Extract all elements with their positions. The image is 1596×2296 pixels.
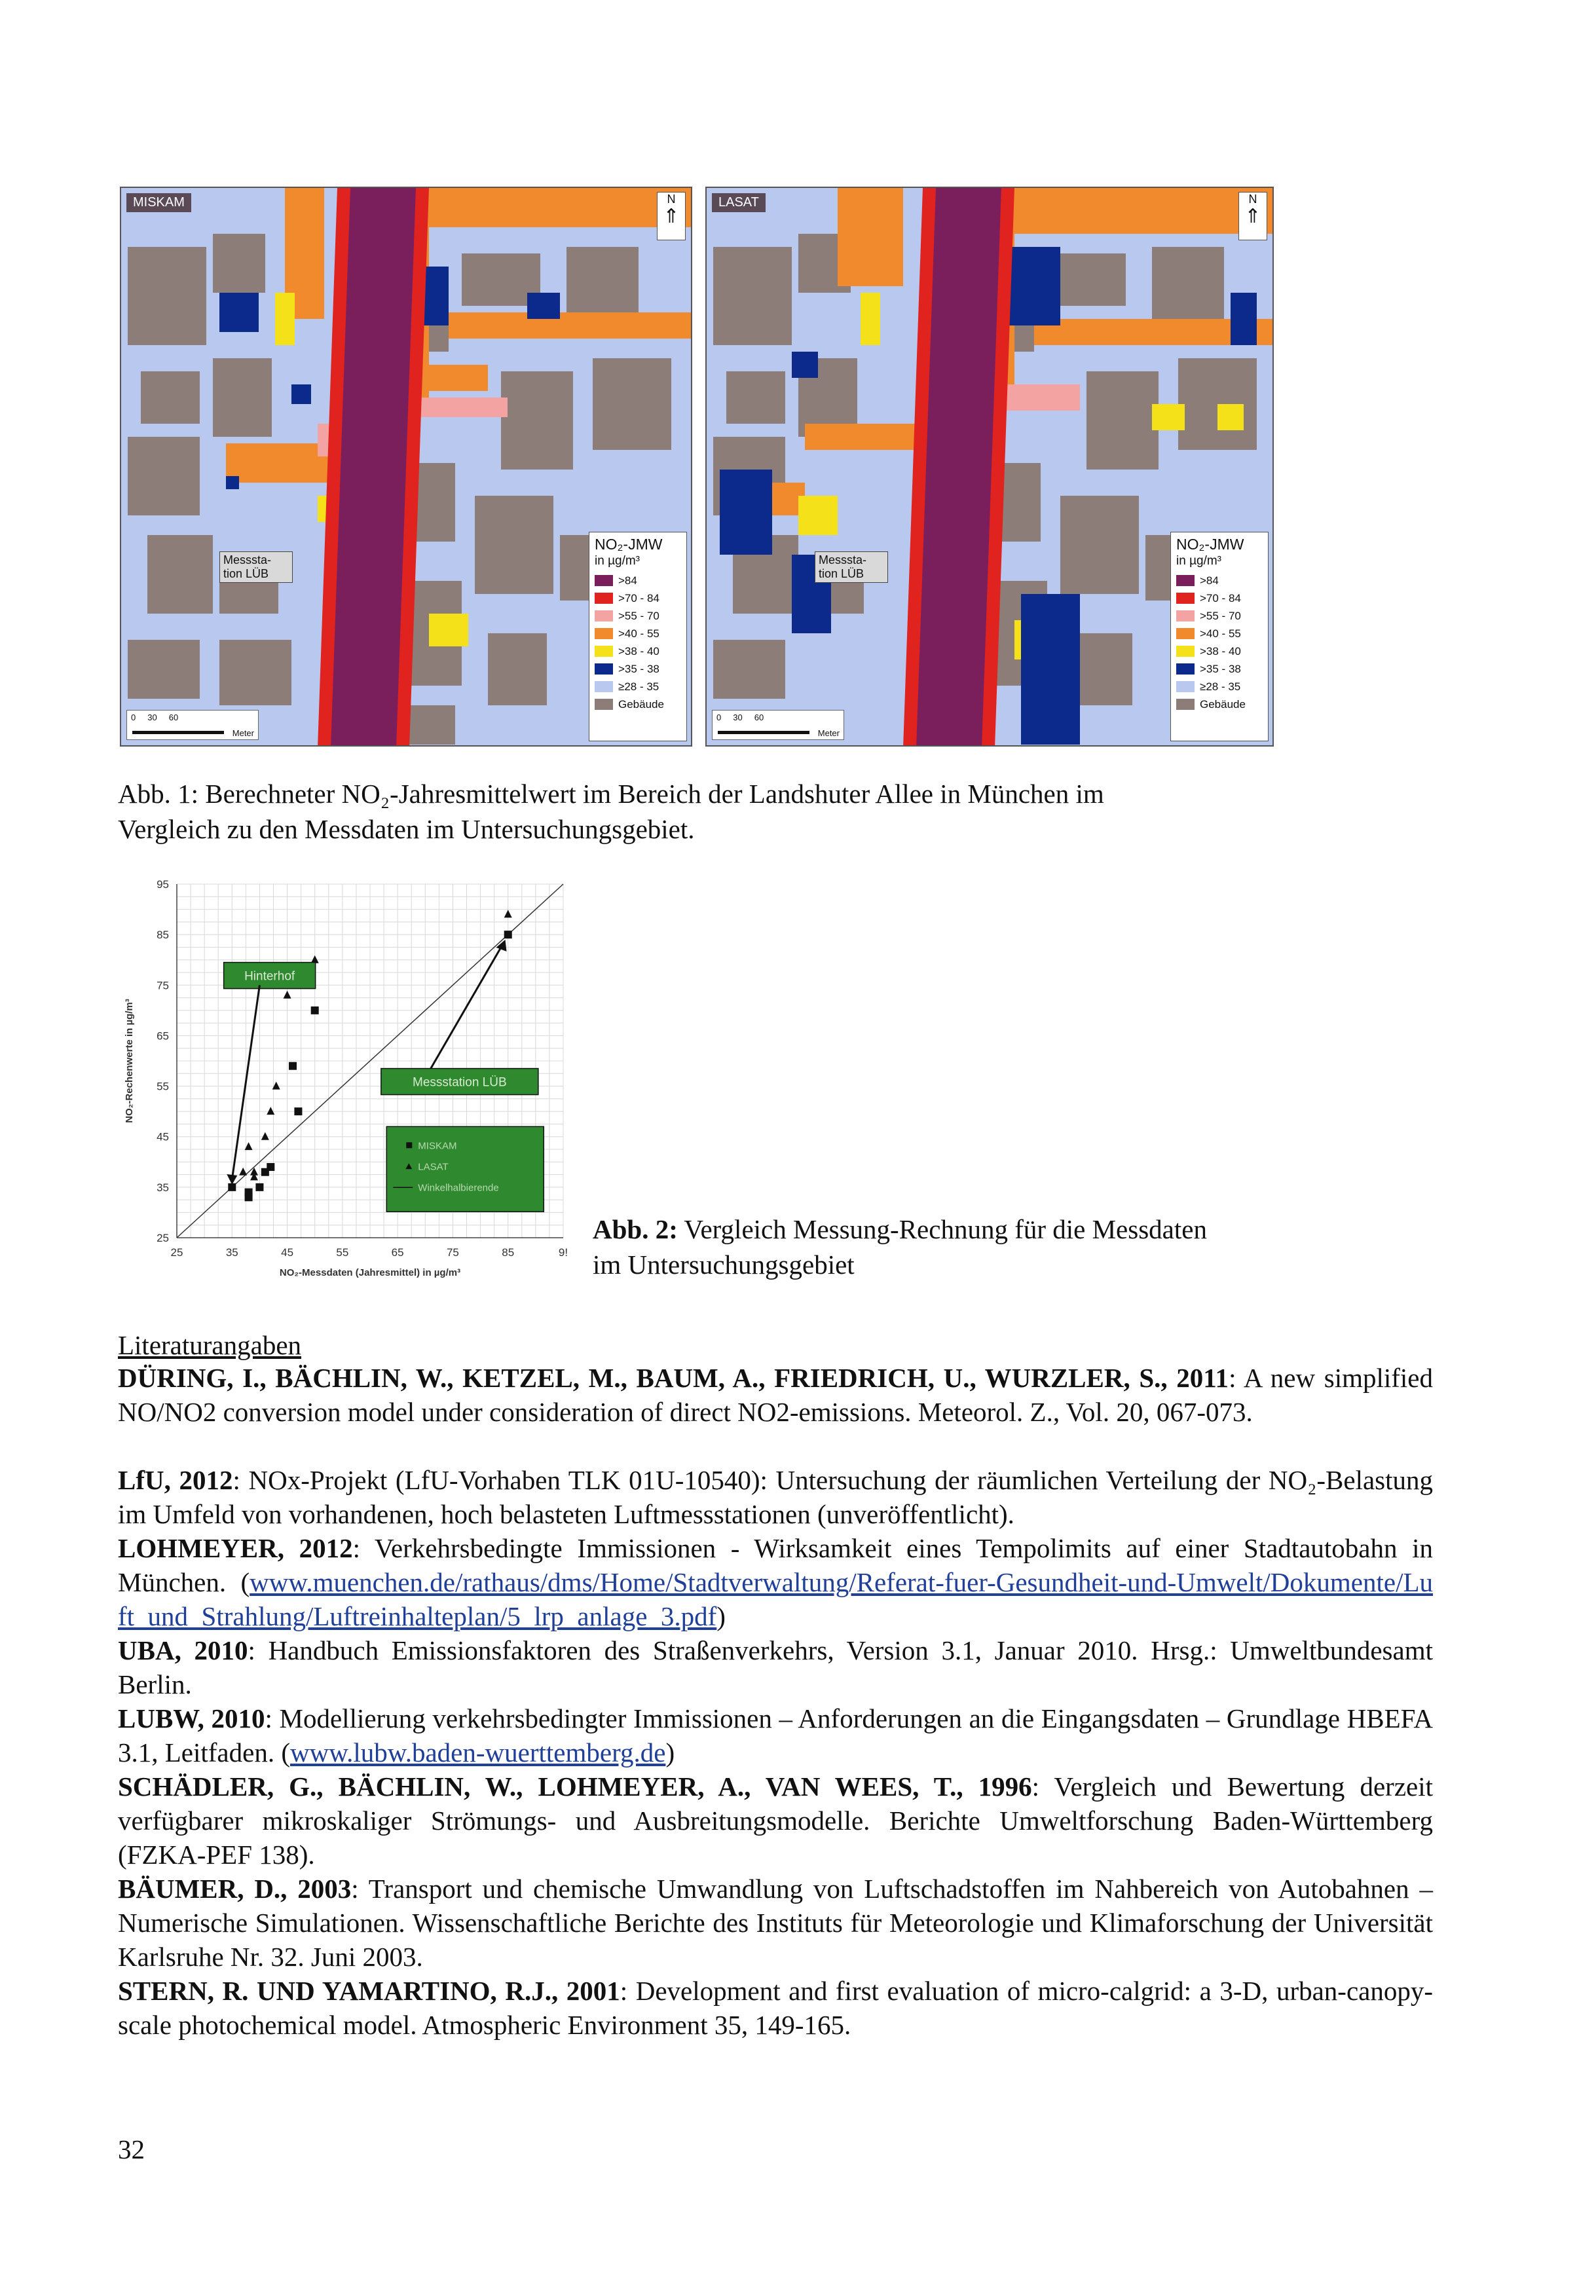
legend-row [595, 625, 681, 642]
legend-label: >38 - 40 [618, 644, 659, 657]
miskam-point [504, 931, 512, 938]
y-axis-label: NO₂-Rechenwerte in µg/m³ [124, 999, 135, 1123]
legend-row [1176, 625, 1263, 642]
legend-label: >55 - 70 [1200, 609, 1241, 622]
legend-label: >84 [618, 574, 637, 587]
miskam-map [120, 187, 692, 747]
reference-text: : Vergleich und Bewertung derzeit verfügbarer mikroskaliger Strömungs- und Ausbreitungsmodelle. Berichte Umweltforschung Baden-Württemberg (FZKA-PEF 138). [118, 1771, 1433, 1870]
page-number: 32 [118, 2134, 145, 2164]
legend-unit: in µg/m³ [1176, 554, 1222, 568]
legend-swatch [1176, 628, 1195, 639]
x-tick-label: 85 [502, 1246, 515, 1259]
legend-row [595, 678, 681, 695]
north-arrow-icon: N ⇑ [657, 192, 686, 240]
legend-label: >70 - 84 [1200, 591, 1241, 604]
legend-swatch [1176, 646, 1195, 657]
reference-authors: LOHMEYER, 2012 [118, 1533, 353, 1563]
legend-label: ≥28 - 35 [1200, 680, 1241, 693]
legend-label: >35 - 38 [618, 662, 659, 675]
figure1-caption-line1: Abb. 1: Berechneter NO₂-Jahresmittelwert im Bereich der Landshuter Allee in München im [118, 779, 1104, 809]
references-heading: Literaturangaben [118, 1330, 302, 1360]
legend-swatch [595, 699, 613, 710]
reference-authors: SCHÄDLER, G., BÄCHLIN, W., LOHMEYER, A., VAN WEES, T., 1996 [118, 1771, 1032, 1802]
station-label [219, 551, 293, 583]
reference-text: : Modellierung verkehrsbedingter Immissionen – Anforderungen an die Eingangsdaten – Grundlage HBEFA 3.1, Leitfaden. ( [118, 1703, 1433, 1768]
legend-swatch [595, 628, 613, 639]
x-tick-label: 45 [281, 1246, 294, 1259]
north-arrow-icon: N ⇑ [1238, 192, 1267, 240]
north-label: N [667, 193, 676, 206]
scale-bar [126, 710, 259, 740]
reference-item [118, 1701, 1433, 1769]
figure2-caption-text: Vergleich Messung-Rechnung für die Messdaten [677, 1214, 1207, 1244]
legend-label: ≥28 - 35 [618, 680, 659, 693]
hinterhof-label: Hinterhof [244, 969, 295, 984]
x-tick-label: 55 [336, 1246, 349, 1259]
x-tick-label: 65 [391, 1246, 404, 1259]
legend-row [595, 695, 681, 713]
reference-link[interactable]: www.muenchen.de/rathaus/dms/Home/Stadtverwaltung/Referat-fuer-Gesundheit-und-Umwelt/Dokumente/Luft_und_Strahlung/Luftreinhalteplan/5_lrp_anlage_3.pdf [118, 1567, 1433, 1631]
hinterhof-arrow-head [227, 1174, 237, 1185]
legend-row [595, 607, 681, 625]
miskam-point [267, 1163, 274, 1171]
scale-bar-unit: Meter [232, 728, 254, 738]
reference-item [118, 1872, 1433, 1974]
legend-row [595, 642, 681, 660]
legend-swatch [595, 663, 613, 675]
legend-miskam-marker [406, 1142, 412, 1148]
station-label: Messstation LÜB [413, 1075, 507, 1090]
reference-end: ) [716, 1601, 726, 1631]
legend-unit: in µg/m³ [595, 554, 640, 568]
legend-miskam-label: MISKAM [418, 1140, 457, 1152]
y-tick-label: 55 [157, 1080, 169, 1093]
reference-item [118, 1463, 1433, 1531]
legend-diagonal-label: Winkelhalbierende [418, 1182, 499, 1194]
legend-title: NO₂-JMW [595, 536, 663, 553]
reference-text: : NOx-Projekt (LfU-Vorhaben TLK 01U-10540): Untersuchung der räumlichen Verteilung der NO₂-Belastung im Umfeld von vorhandenen, hoch belasteten Luftmessstationen (unveröffentlicht). [118, 1465, 1433, 1529]
legend-swatch [595, 646, 613, 657]
legend-label: >70 - 84 [618, 591, 659, 604]
legend-row [1176, 695, 1263, 713]
lasat-point [284, 991, 291, 999]
lasat-map [705, 187, 1274, 747]
legend-row [1176, 642, 1263, 660]
legend-swatch [595, 575, 613, 586]
y-tick-label: 75 [157, 979, 169, 992]
miskam-point [255, 1183, 263, 1191]
reference-authors: UBA, 2010 [118, 1635, 248, 1665]
reference-text: : Transport und chemische Umwandlung von Luftschadstoffen im Nahbereich von Autobahnen – Numerische Simulationen. Wissenschaftliche Berichte des Instituts für Meteorologie und Klimaforschung der Universität Karlsruhe Nr. 32. Juni 2003. [118, 1874, 1433, 1972]
figure2-caption-line2: im Untersuchungsgebiet [593, 1250, 855, 1280]
reference-authors: DÜRING, I., BÄCHLIN, W., KETZEL, M., BAUM, A., FRIEDRICH, U., WURZLER, S., 2011 [118, 1363, 1229, 1393]
legend-swatch [595, 681, 613, 692]
reference-authors: LfU, 2012 [118, 1465, 233, 1495]
reference-text: : Development and first evaluation of micro-calgrid: a 3-D, urban-canopy-scale photochemical model. Atmospheric Environment 35, 149-165. [118, 1976, 1433, 2040]
miskam-label: MISKAM [126, 193, 191, 212]
scale-bar [712, 710, 844, 740]
legend-row [595, 589, 681, 607]
legend-lasat-label: LASAT [418, 1161, 449, 1173]
legend-swatch [595, 610, 613, 621]
reference-end: ) [665, 1737, 675, 1768]
reference-text: : A new simplified NO/NO2 conversion model under consideration of direct NO2-emissions. Meteorol. Z., Vol. 20, 067-073. [118, 1363, 1434, 1427]
legend-label: >35 - 38 [1200, 662, 1241, 675]
miskam-point [289, 1062, 297, 1070]
legend-swatch [1176, 663, 1195, 675]
map-legend [1170, 532, 1269, 741]
legend-label: Gebäude [618, 697, 664, 711]
figure2-caption [593, 1212, 1346, 1282]
figure2-caption-label: Abb. 2: [593, 1214, 678, 1244]
legend-label: >55 - 70 [618, 609, 659, 622]
x-tick-label: 75 [446, 1246, 459, 1259]
x-tick-label: 25 [170, 1246, 183, 1259]
figure2-caption-line1 [593, 1212, 1346, 1247]
x-axis-label: NO₂-Messdaten (Jahresmittel) in µg/m³ [279, 1267, 461, 1278]
legend-row [1176, 660, 1263, 678]
reference-text: : Verkehrsbedingte Immissionen - Wirksamkeit eines Tempolimits auf einer Stadtautobahn in München. ( [118, 1533, 1433, 1597]
scale-bar-unit: Meter [817, 728, 840, 738]
reference-link[interactable]: www.lubw.baden-wuerttemberg.de [289, 1737, 666, 1768]
reference-item [118, 1633, 1433, 1701]
station-label-text: Messsta- tion LÜB [819, 553, 867, 580]
legend-row [595, 572, 681, 589]
x-tick-label: 9! [558, 1246, 568, 1259]
legend-row [1176, 572, 1263, 589]
y-tick-label: 35 [157, 1181, 169, 1194]
miskam-point [294, 1107, 302, 1115]
x-tick-label: 35 [225, 1246, 238, 1259]
legend-swatch [1176, 575, 1195, 586]
reference-text: : Handbuch Emissionsfaktoren des Straßenverkehrs, Version 3.1, Januar 2010. Hrsg.: Umweltbundesamt Berlin. [118, 1635, 1433, 1699]
legend-swatch [1176, 699, 1195, 710]
legend-label: >84 [1200, 574, 1219, 587]
legend-row [1176, 607, 1263, 625]
legend-label: Gebäude [1200, 697, 1246, 711]
miskam-point [311, 1007, 319, 1014]
lasat-point [504, 910, 512, 917]
reference-item [118, 1531, 1433, 1633]
station-arrow-head [496, 940, 507, 952]
reference-item [118, 1361, 1433, 1429]
scale-bar-ticks: 0 30 60 [716, 713, 764, 722]
miskam-point [245, 1189, 253, 1196]
figure1-caption [118, 776, 1428, 847]
y-tick-label: 65 [157, 1029, 169, 1043]
legend-title: NO₂-JMW [1176, 536, 1244, 553]
map-legend [589, 532, 687, 741]
reference-authors: STERN, R. UND YAMARTINO, R.J., 2001 [118, 1976, 620, 2006]
figure1-caption-line2: Vergleich zu den Messdaten im Untersuchungsgebiet. [118, 814, 695, 844]
legend-label: >40 - 55 [1200, 627, 1241, 640]
legend-swatch [595, 593, 613, 604]
legend-row [1176, 678, 1263, 695]
legend-swatch [1176, 681, 1195, 692]
scatter-chart [118, 871, 589, 1316]
scale-bar-ticks: 0 30 60 [131, 713, 179, 722]
lasat-point [261, 1132, 269, 1140]
lasat-label: LASAT [712, 193, 766, 212]
legend-label: >40 - 55 [618, 627, 659, 640]
legend-rows [1176, 572, 1263, 713]
legend-swatch [1176, 593, 1195, 604]
legend-swatch [1176, 610, 1195, 621]
legend-row [1176, 589, 1263, 607]
reference-item [118, 1769, 1433, 1872]
reference-item [118, 1974, 1433, 2042]
reference-authors: LUBW, 2010 [118, 1703, 265, 1733]
y-tick-label: 25 [157, 1232, 169, 1244]
legend-row [595, 660, 681, 678]
y-tick-label: 95 [157, 878, 169, 891]
station-label [815, 551, 888, 583]
station-label-text: Messsta- tion LÜB [223, 553, 272, 580]
y-tick-label: 85 [157, 929, 169, 942]
legend-rows [595, 572, 681, 713]
legend-label: >38 - 40 [1200, 644, 1241, 657]
y-tick-label: 45 [157, 1130, 169, 1143]
reference-authors: BÄUMER, D., 2003 [118, 1874, 352, 1904]
north-label: N [1248, 193, 1257, 206]
